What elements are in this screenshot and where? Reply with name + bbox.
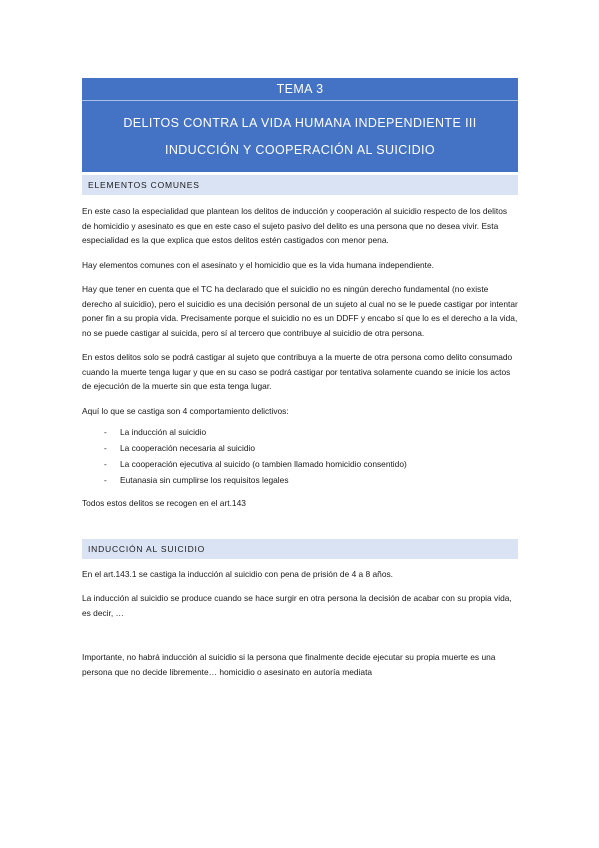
paragraph: Todos estos delitos se recogen en el art.143 [82, 498, 246, 508]
title-banner [82, 78, 518, 172]
paragraph: La inducción al suicidio se produce cuando se hace surgir en otra persona la decisión de acabar con su propia vida, es decir, … [82, 593, 512, 618]
topic-title [82, 101, 518, 172]
bullet-dash: - [104, 475, 107, 485]
section-heading-elementos-comunes: ELEMENTOS COMUNES [82, 175, 518, 195]
offense-list [82, 424, 518, 488]
bullet-dash: - [104, 427, 107, 437]
bullet-dash: - [104, 443, 107, 453]
list-item: - La cooperación necesaria al suicidio [82, 440, 518, 456]
paragraph: Aquí lo que se castiga son 4 comportamiento delictivos: [82, 405, 289, 416]
paragraph: En este caso la especialidad que plantean los delitos de inducción y cooperación al suicidio respecto de los delitos de homicidio y asesinato es que en este caso el sujeto pasivo del delito es una persona que no desea vivir. Esta especialidad es la que explica que estos delitos estén castigados con menor pena. [82, 206, 508, 245]
paragraph: Hay que tener en cuenta que el TC ha declarado que el suicidio no es ningún derecho fundamental (no existe derecho al suicidio), pero el suicidio es una decisión personal de un sujeto al cual no se le puede castigar por intentar poner fin a su propia vida. Precisamente porque el suicidio no es un DDFF y encabo sí que lo es el derecho a la vida, no se puede castigar al suicida, pero sí al tercero que contribuye al suicidio de otra persona. [82, 284, 518, 338]
section-heading-induccion: INDUCCIÓN AL SUICIDIO [82, 539, 518, 559]
list-item: - Eutanasia sin cumplirse los requisitos legales [82, 472, 518, 488]
paragraph: Importante, no habrá inducción al suicidio si la persona que finalmente decide ejecutar su propia muerte es una persona que no decide libremente… homicidio o asesinato en autoría mediata [82, 652, 496, 677]
document-page [82, 78, 518, 679]
list-item: - La cooperación ejecutiva al suicido (o tambien llamado homicidio consentido) [82, 456, 518, 472]
paragraph: Hay elementos comunes con el asesinato y el homicidio que es la vida humana independiente. [82, 259, 434, 270]
topic-title-line-1: DELITOS CONTRA LA VIDA HUMANA INDEPENDIENTE III [123, 116, 477, 130]
bullet-dash: - [104, 459, 107, 469]
topic-title-line-2: INDUCCIÓN Y COOPERACIÓN AL SUICIDIO [164, 143, 436, 157]
paragraph: En el art.143.1 se castiga la inducción al suicidio con pena de prisión de 4 a 8 años. [82, 568, 394, 579]
list-item: - La inducción al suicidio [82, 424, 518, 440]
paragraph: En estos delitos solo se podrá castigar al sujeto que contribuya a la muerte de otra persona como delito consumado cuando la muerte tenga lugar y que en su caso se podrá castigar por tentativa solamente cuando se inicie los actos de ejecución de la muerte sin que esta tenga lugar. [82, 352, 513, 391]
topic-number: TEMA 3 [82, 78, 518, 101]
